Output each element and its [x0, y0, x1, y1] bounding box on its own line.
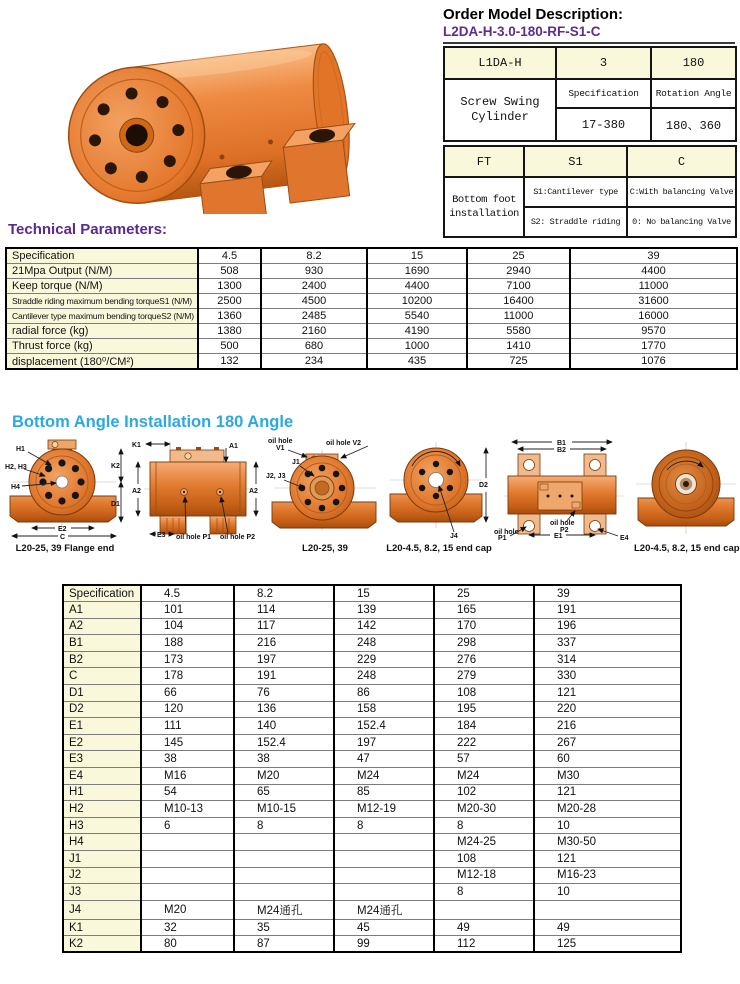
- value-cell: 337: [534, 635, 681, 652]
- row-label-cell: E4: [63, 768, 141, 785]
- value-cell: 66: [141, 685, 234, 702]
- table-row: [63, 900, 681, 919]
- value-cell: 170: [434, 618, 534, 635]
- table-row: [63, 884, 681, 901]
- value-cell: 197: [334, 734, 434, 751]
- value-cell: 1300: [198, 279, 261, 294]
- value-cell: 6: [141, 817, 234, 834]
- dim-label-b2: B2: [557, 447, 566, 454]
- value-cell: 234: [261, 354, 367, 370]
- value-cell: [334, 867, 434, 884]
- value-cell: 121: [534, 685, 681, 702]
- value-cell: [334, 851, 434, 868]
- value-cell: 435: [367, 354, 467, 370]
- column-header-cell: 8.2: [234, 585, 334, 602]
- value-cell: 191: [534, 602, 681, 619]
- value-cell: 1380: [198, 324, 261, 339]
- dimensions-table: [62, 584, 682, 953]
- value-cell: [234, 867, 334, 884]
- row-label-cell: A1: [63, 602, 141, 619]
- value-cell: [141, 884, 234, 901]
- value-cell: M12-18: [434, 867, 534, 884]
- value-cell: 2160: [261, 324, 367, 339]
- column-header-cell: 15: [367, 248, 467, 264]
- value-cell: 142: [334, 618, 434, 635]
- value-cell: 139: [334, 602, 434, 619]
- value-cell: 80: [141, 936, 234, 953]
- value-cell: 1690: [367, 264, 467, 279]
- spec-header-cell: Specification: [6, 248, 198, 264]
- oil-hole-v2-label: oil hole V2: [326, 440, 362, 447]
- diagram-caption: L20-4.5, 8.2, 15 end cap: [634, 543, 740, 554]
- row-label-cell: H1: [63, 784, 141, 801]
- row-label-cell: H3: [63, 817, 141, 834]
- dim-label-a1: A1: [229, 443, 238, 450]
- spec-value-cell: 17-380: [556, 108, 651, 141]
- value-cell: 2500: [198, 294, 261, 309]
- diagram-flange-end-view: [4, 436, 126, 554]
- value-cell: M16: [141, 768, 234, 785]
- value-cell: 1410: [467, 339, 570, 354]
- row-label-cell: 21Mpa Output (N/M): [6, 264, 198, 279]
- oil-hole-p2-code: P2: [560, 527, 569, 534]
- code-cell: 180: [651, 47, 736, 79]
- dim-label-k1: K1: [132, 442, 141, 449]
- value-cell: M16-23: [534, 867, 681, 884]
- column-header-cell: 25: [467, 248, 570, 264]
- value-cell: 76: [234, 685, 334, 702]
- divider: [443, 42, 735, 44]
- row-label-cell: E1: [63, 718, 141, 735]
- row-label-cell: D2: [63, 701, 141, 718]
- value-cell: 279: [434, 668, 534, 685]
- value-cell: 11000: [467, 309, 570, 324]
- table-row: [63, 668, 681, 685]
- value-cell: 248: [334, 635, 434, 652]
- order-code-table-top: [443, 46, 737, 142]
- value-cell: 16000: [570, 309, 737, 324]
- value-cell: 10: [534, 817, 681, 834]
- column-header-cell: 4.5: [198, 248, 261, 264]
- dim-label-j2-j3: J2, J3: [266, 473, 286, 480]
- row-label-cell: J1: [63, 851, 141, 868]
- value-cell: 165: [434, 602, 534, 619]
- table-row: [6, 309, 737, 324]
- value-cell: 1770: [570, 339, 737, 354]
- value-cell: 112: [434, 936, 534, 953]
- row-label-cell: J4: [63, 900, 141, 919]
- value-cell: [141, 867, 234, 884]
- dim-label-e3: E3: [157, 532, 166, 539]
- row-label-cell: radial force (kg): [6, 324, 198, 339]
- value-cell: 158: [334, 701, 434, 718]
- value-cell: [234, 884, 334, 901]
- dim-label-j1: J1: [292, 459, 300, 466]
- table-row: [6, 264, 737, 279]
- table-row: [63, 602, 681, 619]
- value-cell: M24通孔: [234, 900, 334, 919]
- table-row: [63, 851, 681, 868]
- order-code-table-bottom: [443, 145, 737, 238]
- code-cell: L1DA-H: [444, 47, 556, 79]
- row-label-cell: H2: [63, 801, 141, 818]
- table-row: [63, 919, 681, 936]
- installation-name-cell: Bottom foot installation: [444, 177, 524, 237]
- column-header-cell: 8.2: [261, 248, 367, 264]
- table-row: [63, 801, 681, 818]
- value-cell: 140: [234, 718, 334, 735]
- value-cell: 10200: [367, 294, 467, 309]
- value-cell: 101: [141, 602, 234, 619]
- column-header-cell: 39: [570, 248, 737, 264]
- column-header-cell: 39: [534, 585, 681, 602]
- column-header-cell: 25: [434, 585, 534, 602]
- row-label-cell: H4: [63, 834, 141, 851]
- value-cell: 220: [534, 701, 681, 718]
- technical-parameters-table: [5, 247, 738, 370]
- row-label-cell: B1: [63, 635, 141, 652]
- value-cell: 330: [534, 668, 681, 685]
- table-row: [63, 936, 681, 953]
- value-cell: 35: [234, 919, 334, 936]
- code-cell: S1: [524, 146, 627, 177]
- row-label-cell: Thrust force (kg): [6, 339, 198, 354]
- value-cell: 4400: [570, 264, 737, 279]
- value-cell: 1076: [570, 354, 737, 370]
- row-label-cell: B2: [63, 651, 141, 668]
- row-label-cell: J3: [63, 884, 141, 901]
- value-cell: 108: [434, 851, 534, 868]
- table-row: [63, 768, 681, 785]
- row-label-cell: Straddle riding maximum bending torqueS1 (N/M): [6, 294, 198, 309]
- row-label-cell: E2: [63, 734, 141, 751]
- dim-label-h4: H4: [11, 484, 20, 491]
- value-cell: M10-13: [141, 801, 234, 818]
- dim-label-c: C: [60, 534, 66, 540]
- value-cell: 229: [334, 651, 434, 668]
- value-cell: 102: [434, 784, 534, 801]
- dim-label-k2: K2: [111, 463, 120, 470]
- angle-label-cell: Rotation Angle: [651, 79, 736, 108]
- table-row: [444, 79, 736, 108]
- table-row: [63, 618, 681, 635]
- row-label-cell: J2: [63, 867, 141, 884]
- oil-hole-p1-label: oil hole: [494, 529, 519, 536]
- value-cell: M20: [234, 768, 334, 785]
- table-row: [63, 734, 681, 751]
- value-cell: M20-28: [534, 801, 681, 818]
- column-header-cell: 4.5: [141, 585, 234, 602]
- order-section: [443, 6, 735, 238]
- value-cell: 197: [234, 651, 334, 668]
- value-cell: 11000: [570, 279, 737, 294]
- dim-label-a2-right: A2: [249, 488, 258, 495]
- table-row: [63, 685, 681, 702]
- table-row: [444, 146, 736, 177]
- value-cell: 276: [434, 651, 534, 668]
- value-cell: 117: [234, 618, 334, 635]
- value-cell: 725: [467, 354, 570, 370]
- value-cell: 1360: [198, 309, 261, 324]
- oil-hole-p2-label: oil hole P2: [220, 534, 256, 540]
- value-cell: 4190: [367, 324, 467, 339]
- value-cell: 104: [141, 618, 234, 635]
- code-cell: 3: [556, 47, 651, 79]
- value-cell: M24: [434, 768, 534, 785]
- value-cell: 57: [434, 751, 534, 768]
- value-cell: 4500: [261, 294, 367, 309]
- value-cell: 314: [534, 651, 681, 668]
- value-cell: M30: [534, 768, 681, 785]
- value-cell: 8: [434, 817, 534, 834]
- value-cell: 120: [141, 701, 234, 718]
- swing-cylinder-image: [28, 4, 428, 214]
- row-label-cell: Keep torque (N/M): [6, 279, 198, 294]
- value-cell: 1000: [367, 339, 467, 354]
- value-cell: 8: [334, 817, 434, 834]
- diagram-caption: L20-4.5, 8.2, 15 end cap: [386, 543, 492, 554]
- c-option-cell: C:With balancing Valve: [627, 177, 736, 207]
- value-cell: [534, 900, 681, 919]
- spec-header-cell: Specification: [63, 585, 141, 602]
- value-cell: 4400: [367, 279, 467, 294]
- value-cell: 8: [434, 884, 534, 901]
- mount-foot-right: [281, 124, 363, 203]
- value-cell: 191: [234, 668, 334, 685]
- row-label-cell: D1: [63, 685, 141, 702]
- oil-hole-p1-label: oil hole P1: [176, 534, 212, 540]
- diagram-caption: L20-25, 39: [302, 543, 348, 554]
- s2-option-cell: S2: Straddle riding: [524, 207, 627, 237]
- value-cell: 152.4: [234, 734, 334, 751]
- value-cell: M20: [141, 900, 234, 919]
- value-cell: 87: [234, 936, 334, 953]
- spec-label-cell: Specification: [556, 79, 651, 108]
- value-cell: 8: [234, 817, 334, 834]
- value-cell: 60: [534, 751, 681, 768]
- o-option-cell: 0: No balancing Valve: [627, 207, 736, 237]
- product-name-cell: Screw Swing Cylinder: [444, 79, 556, 141]
- row-label-cell: A2: [63, 618, 141, 635]
- value-cell: 9570: [570, 324, 737, 339]
- table-row: [63, 751, 681, 768]
- value-cell: 132: [198, 354, 261, 370]
- technical-parameters-heading: Technical Parameters:: [8, 221, 167, 238]
- value-cell: 85: [334, 784, 434, 801]
- value-cell: M20-30: [434, 801, 534, 818]
- value-cell: 45: [334, 919, 434, 936]
- order-model-code: L2DA-H-3.0-180-RF-S1-C: [443, 24, 601, 39]
- table-row: [63, 867, 681, 884]
- value-cell: 136: [234, 701, 334, 718]
- code-cell: FT: [444, 146, 524, 177]
- value-cell: 47: [334, 751, 434, 768]
- diagram-end-cap-view: [386, 436, 492, 554]
- value-cell: 178: [141, 668, 234, 685]
- header-row: [63, 585, 681, 602]
- oil-hole-v1-label: oil hole: [268, 438, 293, 445]
- value-cell: 114: [234, 602, 334, 619]
- value-cell: 111: [141, 718, 234, 735]
- value-cell: 2940: [467, 264, 570, 279]
- value-cell: 216: [534, 718, 681, 735]
- oil-hole-p2-label: oil hole: [550, 520, 575, 527]
- value-cell: M24通孔: [334, 900, 434, 919]
- value-cell: 16400: [467, 294, 570, 309]
- value-cell: 38: [234, 751, 334, 768]
- value-cell: 5540: [367, 309, 467, 324]
- value-cell: 500: [198, 339, 261, 354]
- value-cell: [234, 834, 334, 851]
- dim-label-b1: B1: [557, 440, 566, 447]
- angle-value-cell: 180、360: [651, 108, 736, 141]
- table-row: [6, 294, 737, 309]
- value-cell: 125: [534, 936, 681, 953]
- s1-option-cell: S1:Cantilever type: [524, 177, 627, 207]
- value-cell: 99: [334, 936, 434, 953]
- value-cell: 86: [334, 685, 434, 702]
- value-cell: [141, 834, 234, 851]
- table-row: [6, 339, 737, 354]
- value-cell: 188: [141, 635, 234, 652]
- value-cell: 184: [434, 718, 534, 735]
- value-cell: [434, 900, 534, 919]
- value-cell: 5580: [467, 324, 570, 339]
- value-cell: 2485: [261, 309, 367, 324]
- oil-hole-v1-code: V1: [276, 445, 285, 452]
- table-row: [6, 324, 737, 339]
- dim-label-h1: H1: [16, 446, 25, 453]
- value-cell: 680: [261, 339, 367, 354]
- value-cell: 298: [434, 635, 534, 652]
- row-label-cell: K2: [63, 936, 141, 953]
- diagram-top-view: [494, 436, 632, 540]
- table-row: [63, 817, 681, 834]
- value-cell: M30-50: [534, 834, 681, 851]
- table-row: [6, 354, 737, 370]
- dim-label-e2: E2: [58, 526, 67, 533]
- table-row: [444, 177, 736, 207]
- value-cell: 222: [434, 734, 534, 751]
- value-cell: 65: [234, 784, 334, 801]
- value-cell: 49: [534, 919, 681, 936]
- value-cell: 173: [141, 651, 234, 668]
- table-row: [63, 834, 681, 851]
- diagram-end-cap-rotation-view: [634, 436, 738, 554]
- code-cell: C: [627, 146, 736, 177]
- value-cell: [234, 851, 334, 868]
- value-cell: 108: [434, 685, 534, 702]
- value-cell: 2400: [261, 279, 367, 294]
- value-cell: 145: [141, 734, 234, 751]
- oil-hole-p1-code: P1: [498, 535, 507, 540]
- row-label-cell: Cantilever type maximum bending torqueS2 (N/M): [6, 309, 198, 324]
- value-cell: M24: [334, 768, 434, 785]
- row-label-cell: C: [63, 668, 141, 685]
- dim-label-e4: E4: [620, 535, 629, 540]
- table-row: [63, 635, 681, 652]
- value-cell: 49: [434, 919, 534, 936]
- table-row: [63, 651, 681, 668]
- value-cell: 195: [434, 701, 534, 718]
- value-cell: 216: [234, 635, 334, 652]
- value-cell: 930: [261, 264, 367, 279]
- diagram-end-view: [264, 436, 386, 554]
- value-cell: 32: [141, 919, 234, 936]
- value-cell: 121: [534, 784, 681, 801]
- product-photo: [28, 4, 428, 218]
- diagram-side-view: [130, 436, 264, 540]
- table-row: [6, 279, 737, 294]
- value-cell: 196: [534, 618, 681, 635]
- feet: [160, 516, 236, 534]
- value-cell: 7100: [467, 279, 570, 294]
- value-cell: [334, 834, 434, 851]
- dim-label-a2-left: A2: [132, 488, 141, 495]
- value-cell: 54: [141, 784, 234, 801]
- value-cell: 508: [198, 264, 261, 279]
- value-cell: 267: [534, 734, 681, 751]
- value-cell: M24-25: [434, 834, 534, 851]
- column-header-cell: 15: [334, 585, 434, 602]
- dim-label-d1: D1: [111, 501, 120, 508]
- table-row: [444, 47, 736, 79]
- value-cell: 121: [534, 851, 681, 868]
- value-cell: M10-15: [234, 801, 334, 818]
- row-label-cell: K1: [63, 919, 141, 936]
- value-cell: 38: [141, 751, 234, 768]
- dim-label-e1: E1: [554, 533, 563, 540]
- table-row: [63, 784, 681, 801]
- value-cell: [141, 851, 234, 868]
- header-row: [6, 248, 737, 264]
- value-cell: 31600: [570, 294, 737, 309]
- table-row: [63, 701, 681, 718]
- value-cell: 10: [534, 884, 681, 901]
- dim-label-d2: D2: [479, 482, 488, 489]
- value-cell: 152.4: [334, 718, 434, 735]
- row-label-cell: E3: [63, 751, 141, 768]
- table-row: [63, 718, 681, 735]
- diagram-caption: L20-25, 39 Flange end: [15, 543, 115, 554]
- dim-label-j4: J4: [450, 533, 458, 540]
- dim-label-h2-h3: H2, H3: [5, 464, 27, 471]
- value-cell: M12-19: [334, 801, 434, 818]
- value-cell: [334, 884, 434, 901]
- order-heading: Order Model Description:: [443, 6, 624, 23]
- value-cell: 248: [334, 668, 434, 685]
- installation-heading: Bottom Angle Installation 180 Angle: [12, 413, 294, 431]
- row-label-cell: displacement (180⁰/CM²): [6, 354, 198, 370]
